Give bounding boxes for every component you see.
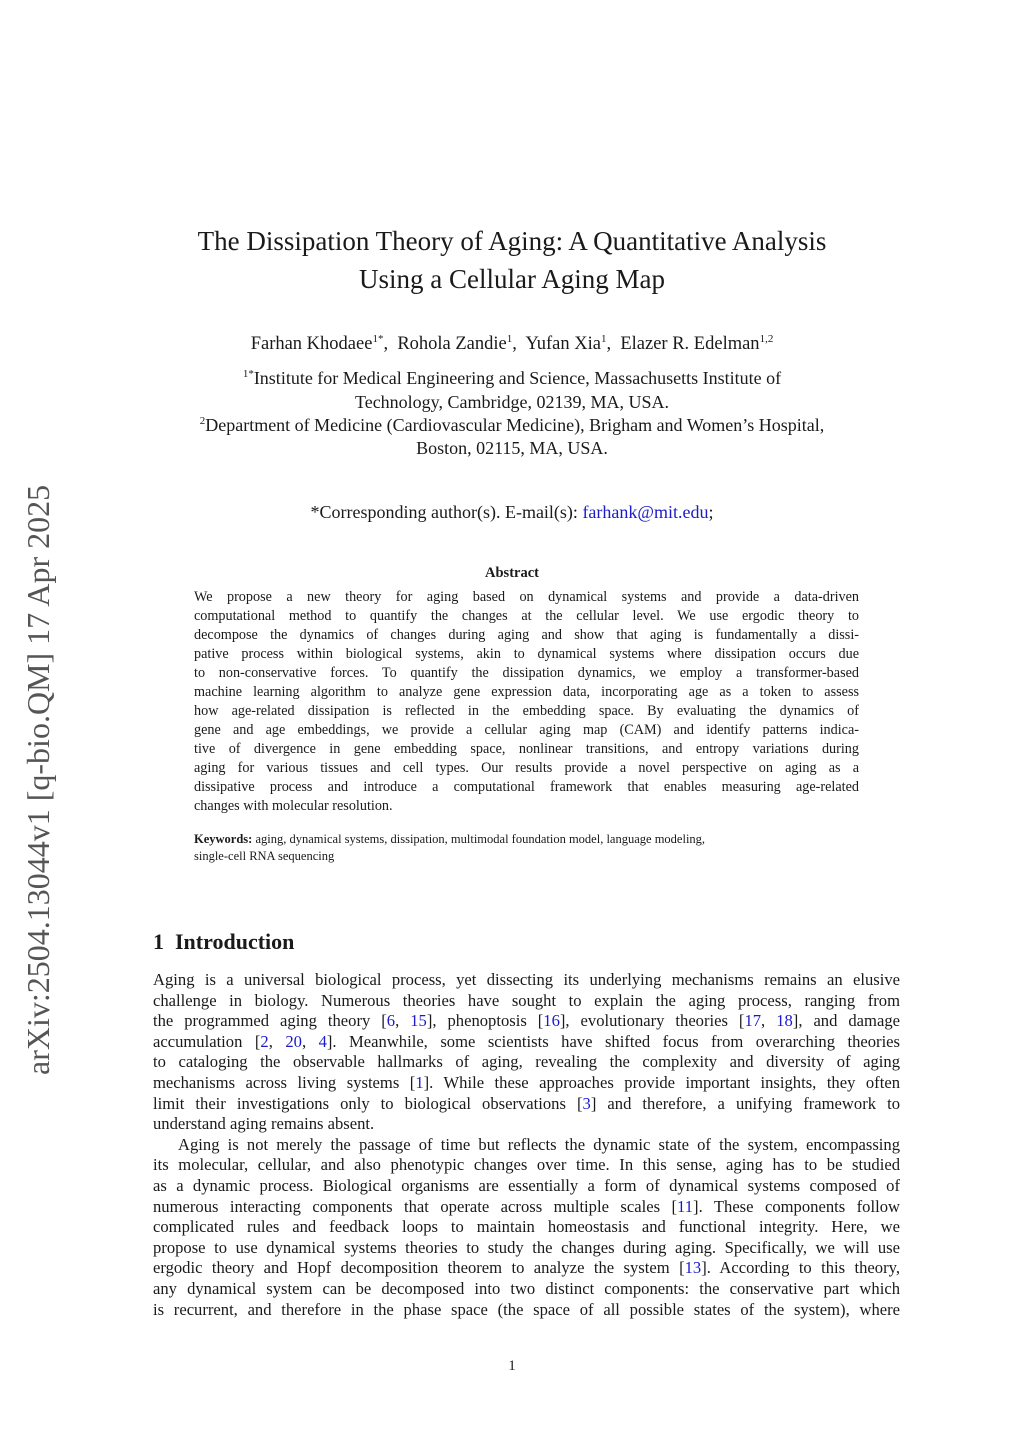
affiliation-text: Department of Medicine (Cardiovascular Medicine), Brigham and Women’s Hospital, <box>205 415 825 435</box>
abstract-line: decompose the dynamics of changes during aging and show that aging is fundamentally a dissi- <box>194 627 859 643</box>
affiliation-sup: 1* <box>242 368 254 380</box>
body-line: limit their investigations only to biological observations [3] and therefore, a unifying framework to <box>153 1093 900 1113</box>
email-link[interactable]: farhank@mit.edu <box>582 502 709 522</box>
author-sup: 1* <box>372 333 384 345</box>
affiliation-text: Institute for Medical Engineering and Science, Massachusetts Institute of <box>253 368 782 388</box>
keywords-line-2: single-cell RNA sequencing <box>194 849 335 863</box>
body-line: understand aging remains absent. <box>153 1114 375 1134</box>
section-number: 1 <box>153 929 164 954</box>
body-line: propose to use dynamical systems theories to study the changes during aging. Specifically, we will use <box>153 1237 900 1257</box>
title-line-1: The Dissipation Theory of Aging: A Quantitative Analysis <box>197 226 827 256</box>
author-sup: 1 <box>506 333 513 345</box>
citation-link[interactable]: 3 <box>582 1093 591 1113</box>
citation-link[interactable]: 11 <box>677 1196 694 1216</box>
body-line: challenge in biology. Numerous theories have sought to explain the aging process, ranging from <box>153 990 900 1010</box>
abstract-line: gene and age embeddings, we provide a cellular aging map (CAM) and identify patterns indica- <box>194 722 859 738</box>
page-number: 1 <box>508 1358 516 1374</box>
citation-link[interactable]: 4 <box>318 1031 327 1051</box>
author: Farhan Khodaee <box>250 334 373 355</box>
body-line: is recurrent, and therefore in the phase space (the space of all possible states of the system), where <box>153 1299 900 1319</box>
citation-link[interactable]: 1 <box>415 1073 424 1092</box>
body-line: ergodic theory and Hopf decomposition theorem to analyze the system [13]. According to this theory, <box>153 1258 900 1278</box>
body-line: any dynamical system can be decomposed into two distinct components: the conservative part which <box>153 1279 900 1298</box>
abstract-line: to non-conservative forces. To quantify the dissipation dynamics, we employ a transformer-based <box>194 665 859 681</box>
abstract-line: machine learning algorithm to analyze gene expression data, incorporating age as a token to assess <box>194 684 859 700</box>
body-line: accumulation [2, 20, 4]. Meanwhile, some scientists have shifted focus from overarching theories <box>153 1031 901 1051</box>
section-heading <box>153 929 294 955</box>
corresponding-author <box>0 502 1024 523</box>
body-line: its molecular, cellular, and also phenotypic changes over time. In this sense, aging has to be studied <box>153 1155 900 1175</box>
abstract-line: changes with molecular resolution. <box>194 798 393 814</box>
abstract-line: computational method to quantify the changes at the cellular level. We use ergodic theory to <box>194 608 859 624</box>
author-sup: 1,2 <box>759 333 774 345</box>
citation-link[interactable]: 18 <box>776 1011 793 1031</box>
author-list: Farhan Khodaee$^{1*}$, Rohola Zandie$^1$, Yufan Xia$^1$, Elazer R. Edelman$^{1,2}$ <box>250 333 774 355</box>
affiliation-2-line-2: Boston, 02115, MA, USA. <box>416 438 608 458</box>
citation-link[interactable]: 6 <box>386 1011 396 1031</box>
abstract-line: dissipative process and introduce a computational framework that enables measuring age-related <box>194 779 859 795</box>
citation-link[interactable]: 13 <box>684 1258 702 1278</box>
arxiv-identifier: arXiv:2504.13044v1 [q-bio.QM] 17 Apr 2025 <box>20 484 56 1075</box>
abstract-line: We propose a new theory for aging based on dynamical systems and provide a data-driven <box>194 589 859 605</box>
affiliation-sup: 2 <box>199 415 206 427</box>
body-line: to cataloging the observable hallmarks of aging, revealing the complexity and diversity of aging <box>153 1052 900 1072</box>
citation-link[interactable]: 2 <box>260 1031 269 1051</box>
author: Elazer R. Edelman <box>620 334 760 355</box>
abstract-line: tive of divergence in gene embedding space, nonlinear transitions, and entropy variations during <box>194 741 859 757</box>
corresponding-suffix: ; <box>708 502 714 522</box>
author-sup: 1 <box>600 333 607 345</box>
affiliation-1-line-2: Technology, Cambridge, 02139, MA, USA. <box>354 392 670 412</box>
affiliation-1-line-1 <box>0 368 1024 389</box>
keywords-text: aging, dynamical systems, dissipation, multimodal foundation model, language modeling, <box>252 832 706 846</box>
section-title: Introduction <box>175 929 295 954</box>
abstract-line: pative process within biological systems, akin to dynamical systems where dissipation occurs due <box>194 646 859 662</box>
abstract-line: aging for various tissues and cell types. Our results provide a novel perspective on aging as a <box>194 760 859 776</box>
body-line: Aging is a universal biological process, yet dissecting its underlying mechanisms remains an elusive <box>153 970 900 989</box>
citation-link[interactable]: 15 <box>410 1011 427 1031</box>
body-line: numerous interacting components that operate across multiple scales [11]. These components follow <box>153 1196 900 1216</box>
abstract-heading: Abstract <box>485 565 539 581</box>
citation-link[interactable]: 20 <box>285 1031 302 1051</box>
keywords-label: Keywords: <box>194 832 253 846</box>
keywords-line-1 <box>194 832 705 847</box>
body-line: mechanisms across living systems [1]. While these approaches provide important insights, they often <box>153 1073 900 1092</box>
abstract-line: how age-related dissipation is reflected in the embedding space. By evaluating the dynamics of <box>194 703 859 719</box>
body-line: Aging is not merely the passage of time but reflects the dynamic state of the system, encompassing <box>178 1134 900 1154</box>
affiliation-2-line-1 <box>0 415 1024 436</box>
body-line: the programmed aging theory [6, 15], phenoptosis [16], evolutionary theories [17, 18], and damage <box>153 1011 900 1031</box>
citation-link[interactable]: 17 <box>744 1011 762 1031</box>
citation-link[interactable]: 16 <box>543 1011 560 1031</box>
body-line: complicated rules and feedback loops to maintain homeostasis and functional integrity. Here, we <box>153 1217 900 1237</box>
corresponding-label: *Corresponding author(s). E-mail(s): <box>310 502 583 522</box>
title-line-2: Using a Cellular Aging Map <box>359 264 665 294</box>
author: Rohola Zandie <box>397 334 507 355</box>
author: Yufan Xia <box>525 334 601 355</box>
body-line: as a dynamic process. Biological organisms are essentially a form of dynamical systems composed of <box>153 1176 900 1195</box>
